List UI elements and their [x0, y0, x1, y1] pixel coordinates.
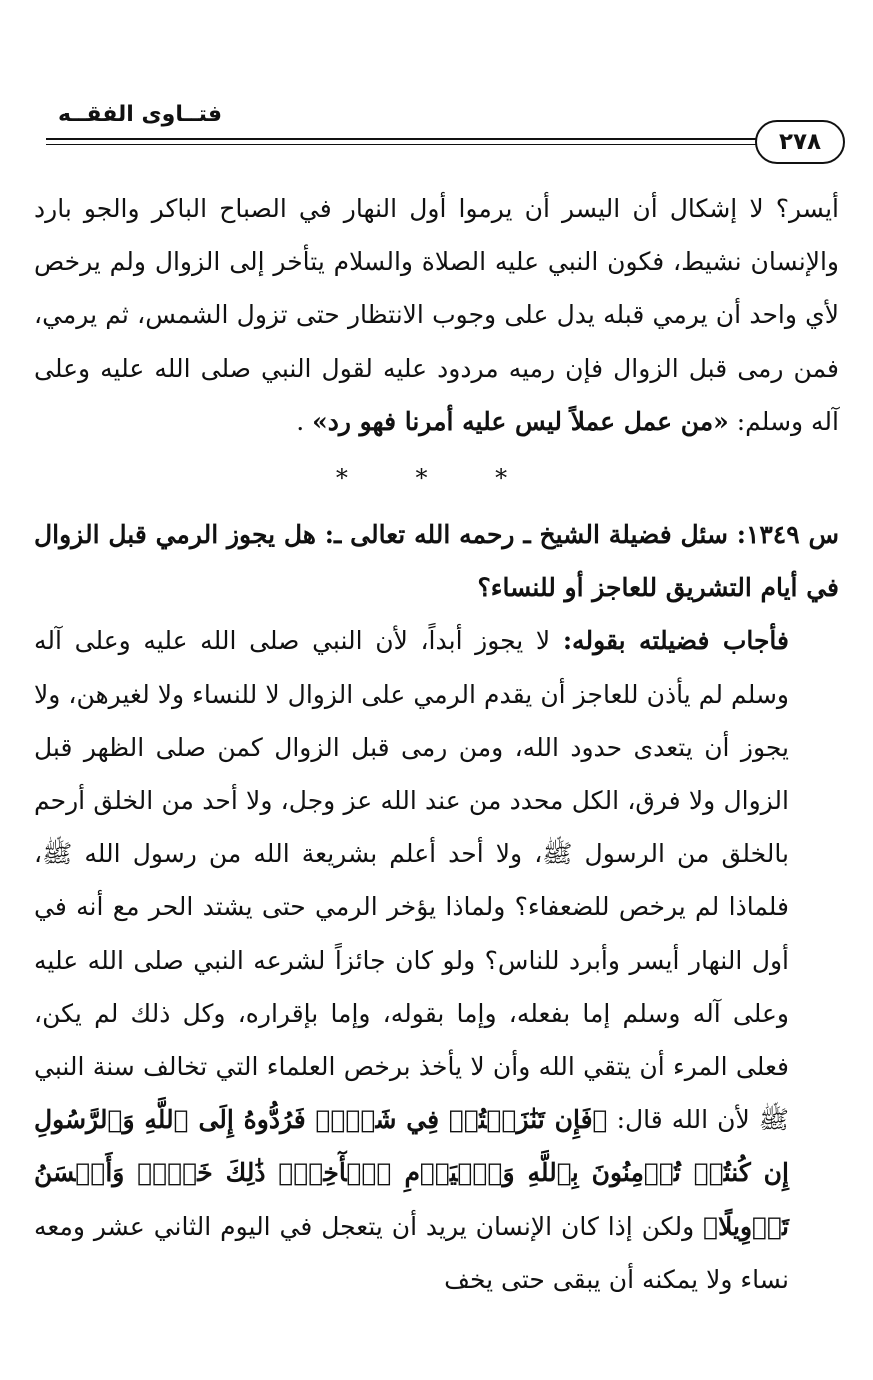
paragraph-1-text: أيسر؟ لا إشكال أن اليسر أن يرموا أول النهار في الصباح الباكر والجو بارد والإنسان نشيط، فكون النبي عليه الصلاة والسلام يتأخر إلى الزوال ولم يرخص لأي واحد أن يرمي قبله يدل على وجوب الانتظار حتى تزول الشمس، ثم يرمي، فمن رمى قبل الزوال فإن رميه مردود عليه لقول النبي صلى الله عليه وعلى آله وسلم:: [34, 194, 839, 436]
quran-verse: ﴿فَإِن تَنَٰزَعۡتُمۡ فِي شَيۡءٖ فَرُدُّوهُ إِلَى ٱللَّهِ وَٱلرَّسُولِ إِن كُنتُمۡ تُؤۡمِنُونَ بِٱللَّهِ وَٱلۡيَوۡمِ ٱلۡأٓخِرِۚ ذَٰلِكَ خَيۡرٞ وَأَحۡسَنُ تَأۡوِيلًا﴾: [34, 1105, 789, 1241]
page-body: [34, 182, 839, 1306]
header-rule: [46, 138, 777, 145]
answer-lead: فأجاب فضيلته بقوله:: [562, 626, 789, 656]
page-header: [28, 96, 845, 176]
paragraph-1: [34, 182, 839, 448]
hadith-quote: «من عمل عملاً ليس عليه أمرنا فهو رد»: [312, 406, 729, 436]
paragraph-1-end: .: [296, 406, 313, 436]
section-separator: * * *: [335, 464, 538, 493]
question-text: س ١٣٤٩: سئل فضيلة الشيخ ـ رحمه الله تعالى ـ: هل يجوز الرمي قبل الزوال في أيام التشريق للعاجز أو للنساء؟: [34, 520, 840, 603]
page-number: ٢٧٨: [755, 120, 845, 164]
answer-paragraph: [34, 614, 839, 1306]
answer-text: لا يجوز أبداً، لأن النبي صلى الله عليه وعلى آله وسلم لم يأذن للعاجز أن يقدم الرمي على الزوال لا للنساء ولا لغيرهن، ولا يجوز أن يتعدى حدود الله، ومن رمى قبل الزوال كمن صلى الظهر قبل الزوال ولا فرق، الكل محدد من عند الله عز وجل، ولا أحد من الخلق أرحم بالخلق من الرسول ﷺ، ولا أحد أعلم بشريعة الله من رسول الله ﷺ، فلماذا لم يرخص للضعفاء؟ ولماذا يؤخر الرمي حتى يشتد الحر مع أنه في أول النهار أيسر وأبرد للناس؟ ولو كان جائزاً لشرعه النبي صلى الله عليه وعلى آله وسلم إما بفعله، وإما بقوله، وإما بإقراره، وكل ذلك لم يكن، فعلى المرء أن يتقي الله وأن لا يأخذ برخص العلماء التي تخالف سنة النبي ﷺ لأن الله قال:: [34, 626, 789, 1135]
answer-tail: ولكن إذا كان الإنسان يريد أن يتعجل في اليوم الثاني عشر ومعه نساء ولا يمكنه أن يبقى حتى يخف: [34, 1211, 789, 1294]
running-title: فتــاوى الفقــه: [58, 102, 223, 127]
